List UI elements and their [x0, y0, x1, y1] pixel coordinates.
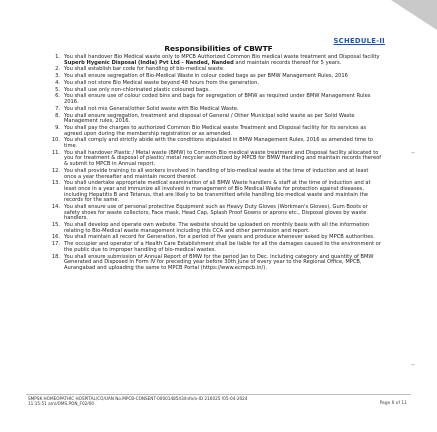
- item-number: 15.: [51, 222, 60, 229]
- item-text: [64, 222, 369, 234]
- item-text: [64, 113, 355, 125]
- responsibility-item: [52, 94, 382, 105]
- item-number: 3.: [55, 73, 60, 80]
- item-text-main: You shall establish bar code for handling of bio-medical waste.: [64, 66, 225, 73]
- item-text-main: You shall pay the charges to authorized Common Bio Medical waste Treatment and Disposal facility for its services as agreed upon during the membership registration or as amended.: [64, 124, 367, 137]
- item-text: [64, 54, 380, 66]
- item-text-emphasis: Superb Hygenic Disposal (India) Pvt Ltd - Nanded, Nanded: [64, 59, 234, 66]
- item-text: [64, 204, 368, 221]
- item-text: [64, 137, 373, 149]
- page-corner-fold: [391, 0, 437, 30]
- item-text-main: You shall not mix General/other Solid waste with Bio Medical Waste.: [64, 105, 239, 112]
- responsibility-item: [52, 255, 382, 272]
- responsibility-item: [52, 205, 382, 222]
- document-title: Responsibilities of CBWTF: [164, 44, 273, 53]
- responsibilities-list: [52, 55, 382, 273]
- responsibility-item: [52, 242, 382, 253]
- item-text-main: You shall ensure use of colour coded bins and bags for segregation of BMW as required under BMW Management Rules 2016.: [64, 93, 371, 106]
- item-text-main: You shall use only non-chlorinated plastic coloured bags.: [64, 86, 210, 93]
- page-number: Page 6 of 11: [379, 401, 407, 406]
- item-text: [64, 125, 366, 137]
- schedule-label: SCHEDULE-II: [333, 37, 385, 45]
- item-text-main: You shall handover Plastic / Metal waste (BMW) to Common Bio medical waste treatment and Disposal facility allocated to you for treatment & disposal of plastic/ metal recycler authorized by MPCB for BMW Handling and maintain records thereof & submit to MPCB in Annual report.: [64, 149, 382, 168]
- item-text-main: The occupier and operator of a Health Care Establishment shall be liable for all the damages caused to the environment or the public due to improper handling of bio-medical wastes.: [64, 241, 381, 253]
- item-text-main: You shall maintain all record for Generation, for a period of five years and produce whenever asked by MPCB authorities.: [64, 234, 375, 241]
- responsibility-item: [52, 55, 382, 66]
- item-number: 6.: [55, 93, 60, 100]
- margin-mark: –: [411, 360, 415, 369]
- item-text: [64, 168, 368, 180]
- item-text: [64, 66, 225, 72]
- item-text-main: You shall handover Bio Medical waste only to MPCB Authorized Common Bio medical waste treatment and Disposal facility: [64, 54, 380, 60]
- item-number: 18.: [51, 253, 60, 260]
- item-text-main: You shall develop and operate own website. The website should be uploaded on monthly basis with all the information relating to Bio-Medical waste management including this CCA and other permission and report.: [64, 222, 370, 234]
- page-footer: [28, 396, 348, 406]
- item-text: [64, 180, 371, 203]
- item-text: [64, 87, 210, 93]
- item-number: 7.: [55, 105, 60, 112]
- responsibility-item: [52, 138, 382, 149]
- item-text-main: You shall ensure segregation of Bio-Medical Waste in colour coded bags as per BMW Management Rules, 2016: [64, 73, 348, 80]
- item-number: 4.: [55, 79, 60, 86]
- responsibility-item: [52, 169, 382, 180]
- footer-divider: [26, 394, 411, 395]
- item-number: 17.: [51, 241, 60, 248]
- margin-mark: –: [411, 148, 415, 157]
- item-text-main: You shall comply and strictly abide with the conditions stipulated in BMW Management Rules, 2016 as amended time to time.: [64, 137, 373, 150]
- item-text-main: You shall undertake appropriate medical examination of all BMW Waste handlers & staff at the time of induction and at least once in a year and immunize all involved in management of Bio Medical Waste for protection against diseases, including Hepatitis B and Tetanus, that are likely to be transmitted while handling bio medical waste and maintain the records for the same.: [64, 180, 371, 204]
- item-text-main: You shall ensure segregation, treatment and disposal of General / Other Municipal solid waste as per Solid Waste Management rules, 2016.: [64, 112, 355, 125]
- item-number: 5.: [55, 86, 60, 93]
- responsibility-item: [52, 126, 382, 137]
- item-text-main: You shall not store Bio Medical waste beyond 48 hours from the generation.: [64, 79, 259, 86]
- item-text: [64, 73, 348, 79]
- item-text: [64, 150, 381, 167]
- responsibility-item: [52, 114, 382, 125]
- item-text: [64, 80, 259, 86]
- item-text: [64, 254, 373, 271]
- item-text-tail: and maintain records thereof for 5 years.: [233, 59, 342, 66]
- responsibility-item: [52, 181, 382, 204]
- item-text: [64, 93, 370, 105]
- item-number: 2.: [55, 66, 60, 73]
- item-number: 16.: [51, 234, 60, 241]
- item-text: [64, 234, 375, 240]
- item-number: 12.: [51, 167, 60, 174]
- item-text: [64, 106, 239, 112]
- item-text: [64, 241, 381, 253]
- item-number: 13.: [51, 180, 60, 187]
- item-number: 9.: [55, 124, 60, 131]
- responsibility-item: [52, 223, 382, 234]
- footer-timestamp: 11:15:51 am//OMS.PON_F02/00: [28, 401, 95, 407]
- footer-reference: SMPSK HOMEOPATHIC HOSPITAL/CO/UAN No.MPCB-CONSENT-0000148543/Info/o-ID 216025 /05-04-2024: [28, 396, 248, 401]
- item-text-main: You shall ensure submission of Annual Report of BMW for the period Jan to Dec. including category and quantity of BMW Generated and Disposed in Form IV for preceding year before 30th June of every year to the Regional Office, MPCB, Aurangabad and uploading the same to MPCB Portal (https://www.ecmpcb.in/).: [64, 253, 374, 271]
- item-text-main: You shall ensure use of personal protective Equipment such as Heavy Duty Gloves (Workman's Gloves), Gum Boots or safety shoes for waste collectors, Face mask, Head Cap, Splash Proof Gowns or aprons etc., Disposal gloves by waste handlers.: [64, 203, 368, 222]
- responsibility-item: [52, 151, 382, 168]
- item-number: 14.: [51, 203, 60, 210]
- item-number: 1.: [55, 54, 60, 60]
- item-text-main: You shall provide training to all workers involved in handling of bio-medical waste at the time of induction and at least once a year thereafter and maintain record thereof.: [64, 167, 369, 180]
- item-number: 10.: [51, 137, 60, 144]
- item-number: 11.: [51, 149, 60, 156]
- item-number: 8.: [55, 112, 60, 119]
